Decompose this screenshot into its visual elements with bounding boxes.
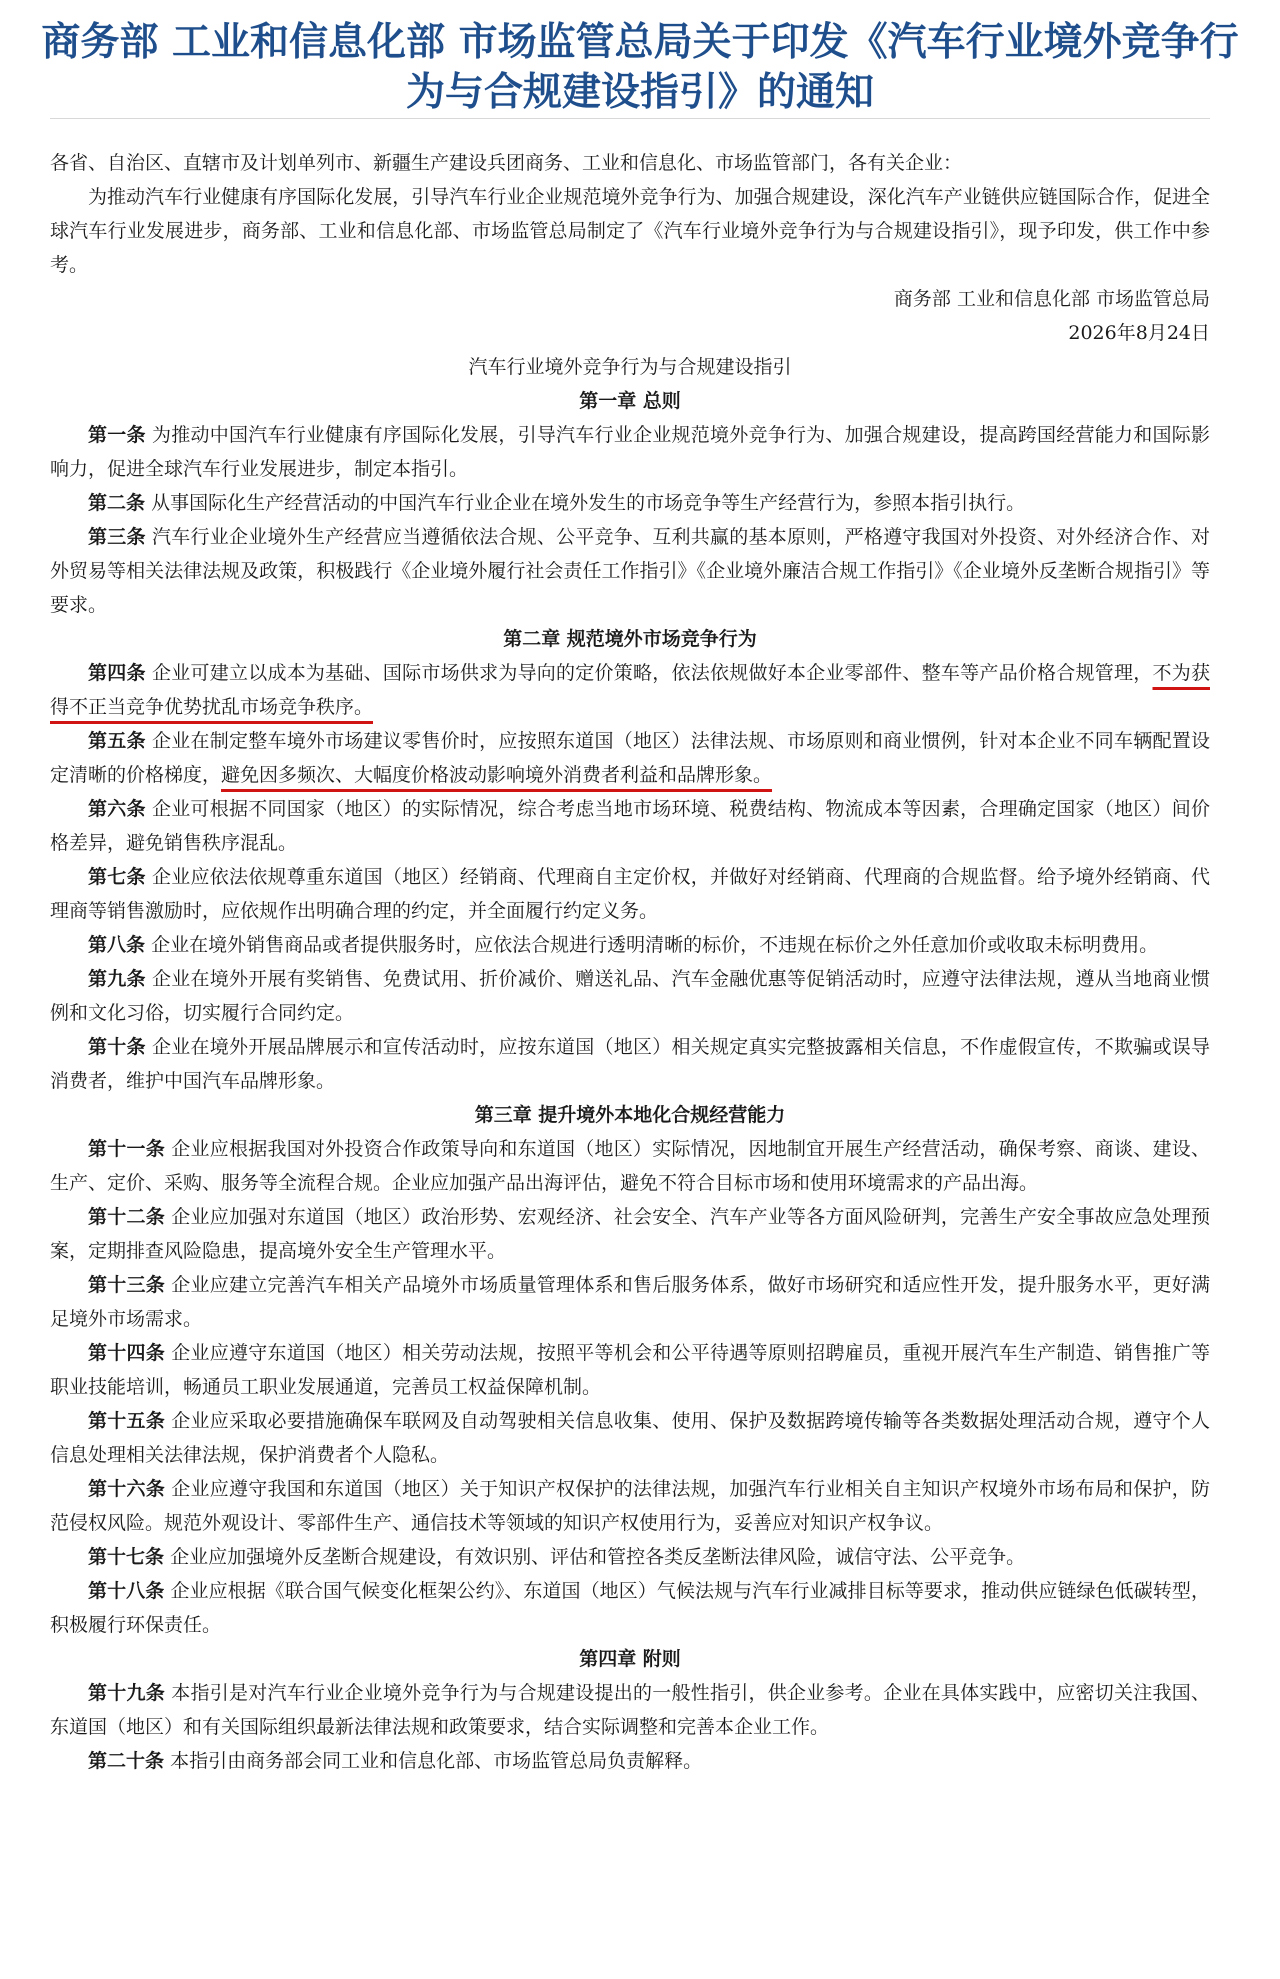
article-paragraph: [50, 656, 1210, 724]
article-number: 第四条: [88, 662, 146, 684]
article-text: 企业在境外销售商品或者提供服务时，应依法合规进行透明清晰的标价，不违规在标价之外任意加价或收取未标明费用。: [151, 934, 1159, 956]
article-number: 第十三条: [88, 1274, 165, 1296]
article-text: 从事国际化生产经营活动的中国汽车行业企业在境外发生的市场竞争等生产经营行为，参照本指引执行。: [151, 492, 1026, 514]
article-number: 第八条: [88, 934, 146, 956]
chapter-heading: 第一章 总则: [579, 390, 681, 412]
article-paragraph: [50, 860, 1210, 928]
article-paragraph: [50, 792, 1210, 860]
article-text: 企业应依法依规尊重东道国（地区）经销商、代理商自主定价权，并做好对经销商、代理商的合规监督。给予境外经销商、代理商等销售激励时，应依规作出明确合理的约定，并全面履行约定义务。: [50, 866, 1210, 922]
article-number: 第十一条: [88, 1138, 165, 1160]
article-text: 为推动中国汽车行业健康有序国际化发展，引导汽车行业企业规范境外竞争行为、加强合规建设，提高跨国经营能力和国际影响力，促进全球汽车行业发展进步，制定本指引。: [50, 424, 1210, 480]
article-paragraph: [50, 1030, 1210, 1098]
article-text: 企业应遵守我国和东道国（地区）关于知识产权保护的法律法规，加强汽车行业相关自主知识产权境外市场布局和保护，防范侵权风险。规范外观设计、零部件生产、通信技术等领域的知识产权使用行为，妥善应对知识产权争议。: [50, 1478, 1210, 1534]
article-number: 第十四条: [88, 1342, 165, 1364]
article-text: 企业应加强对东道国（地区）政治形势、宏观经济、社会安全、汽车产业等各方面风险研判，完善生产安全事故应急处理预案，定期排查风险隐患，提高境外安全生产管理水平。: [50, 1206, 1210, 1262]
article-text: 企业应根据我国对外投资合作政策导向和东道国（地区）实际情况，因地制宜开展生产经营活动，确保考察、商谈、建设、生产、定价、采购、服务等全流程合规。企业应加强产品出海评估，避免不符合目标市场和使用环境需求的产品出海。: [50, 1138, 1210, 1194]
article-text: 企业应建立完善汽车相关产品境外市场质量管理体系和售后服务体系，做好市场研究和适应性开发，提升服务水平，更好满足境外市场需求。: [50, 1274, 1210, 1330]
article-paragraph: [50, 520, 1210, 622]
article-paragraph: [50, 1336, 1210, 1404]
notice-body: [50, 146, 1210, 1778]
highlighted-text: 不为获得不正当竞争优势扰乱市场竞争秩序。: [50, 662, 1210, 718]
article-paragraph: [50, 962, 1210, 1030]
article-paragraph: [50, 486, 1210, 520]
chapter-heading: 第二章 规范境外市场竞争行为: [503, 628, 757, 650]
article-number: 第十条: [88, 1036, 146, 1058]
article-paragraph: [50, 1268, 1210, 1336]
article-paragraph: [50, 1200, 1210, 1268]
article-paragraph: [50, 1540, 1210, 1574]
highlighted-text: 避免因多频次、大幅度价格波动影响境外消费者利益和品牌形象。: [221, 764, 773, 786]
article-number: 第一条: [88, 424, 146, 446]
article-text: 企业应加强境外反垄断合规建设，有效识别、评估和管控各类反垄断法律风险，诚信守法、公平竞争。: [170, 1546, 1026, 1568]
article-number: 第九条: [88, 968, 146, 990]
article-text: 企业在制定整车境外市场建议零售价时，应按照东道国（地区）法律法规、市场原则和商业惯例，针对本企业不同车辆配置设定清晰的价格梯度，: [50, 730, 1210, 786]
article-paragraph: [50, 1676, 1210, 1744]
article-text: 企业应遵守东道国（地区）相关劳动法规，按照平等机会和公平待遇等原则招聘雇员，重视开展汽车生产制造、销售推广等职业技能培训，畅通员工职业发展通道，完善员工权益保障机制。: [50, 1342, 1210, 1398]
article-number: 第十八条: [88, 1580, 165, 1602]
article-number: 第十五条: [88, 1410, 165, 1432]
article-number: 第六条: [88, 798, 146, 820]
page-title: 商务部 工业和信息化部 市场监管总局关于印发《汽车行业境外竞争行为与合规建设指引》的通知: [41, 20, 1239, 115]
article-number: 第十二条: [88, 1206, 165, 1228]
article-number: 第三条: [88, 526, 146, 548]
article-paragraph: [50, 1404, 1210, 1472]
guideline-title: 汽车行业境外竞争行为与合规建设指引: [468, 356, 792, 378]
article-text: 汽车行业企业境外生产经营应当遵循依法合规、公平竞争、互利共赢的基本原则，严格遵守我国对外投资、对外经济合作、对外贸易等相关法律法规及政策，积极践行《企业境外履行社会责任工作指引》《企业境外廉洁合规工作指引》《企业境外反垄断合规指引》等要求。: [50, 526, 1210, 616]
article-number: 第十七条: [88, 1546, 165, 1568]
salutation: 各省、自治区、直辖市及计划单列市、新疆生产建设兵团商务、工业和信息化、市场监管部门，各有关企业：: [50, 152, 963, 174]
article-number: 第五条: [88, 730, 146, 752]
article-text: 企业在境外开展品牌展示和宣传活动时，应按东道国（地区）相关规定真实完整披露相关信息，不作虚假宣传，不欺骗或误导消费者，维护中国汽车品牌形象。: [50, 1036, 1210, 1092]
article-number: 第十六条: [88, 1478, 165, 1500]
title-divider: [50, 118, 1210, 119]
article-paragraph: [50, 724, 1210, 792]
article-text: 企业应采取必要措施确保车联网及自动驾驶相关信息收集、使用、保护及数据跨境传输等各类数据处理活动合规，遵守个人信息处理相关法律法规，保护消费者个人隐私。: [50, 1410, 1210, 1466]
article-paragraph: [50, 418, 1210, 486]
article-paragraph: [50, 928, 1210, 962]
article-text: 企业可建立以成本为基础、国际市场供求为导向的定价策略，依法依规做好本企业零部件、整车等产品价格合规管理，: [152, 662, 1153, 684]
article-number: 第七条: [88, 866, 146, 888]
guideline-chapters: [50, 384, 1210, 1778]
article-paragraph: [50, 1132, 1210, 1200]
article-text: 企业在境外开展有奖销售、免费试用、折价减价、赠送礼品、汽车金融优惠等促销活动时，应遵守法律法规，遵从当地商业惯例和文化习俗，切实履行合同约定。: [50, 968, 1210, 1024]
article-text: 企业应根据《联合国气候变化框架公约》、东道国（地区）气候法规与汽车行业减排目标等要求，推动供应链绿色低碳转型，积极履行环保责任。: [50, 1580, 1210, 1636]
article-paragraph: [50, 1744, 1210, 1778]
issuers-signature: 商务部 工业和信息化部 市场监管总局: [893, 288, 1210, 310]
article-text: 本指引由商务部会同工业和信息化部、市场监管总局负责解释。: [170, 1750, 703, 1772]
article-number: 第二条: [88, 492, 146, 514]
intro-paragraph: 为推动汽车行业健康有序国际化发展，引导汽车行业企业规范境外竞争行为、加强合规建设，深化汽车产业链供应链国际合作，促进全球汽车行业发展进步，商务部、工业和信息化部、市场监管总局制定了《汽车行业境外竞争行为与合规建设指引》，现予印发，供工作中参考。: [50, 186, 1210, 276]
issue-date: 2026年8月24日: [1068, 322, 1210, 344]
article-paragraph: [50, 1472, 1210, 1540]
article-number: 第十九条: [88, 1682, 165, 1704]
chapter-heading: 第四章 附则: [579, 1648, 681, 1670]
article-text: 企业可根据不同国家（地区）的实际情况，综合考虑当地市场环境、税费结构、物流成本等因素，合理确定国家（地区）间价格差异，避免销售秩序混乱。: [50, 798, 1210, 854]
chapter-heading: 第三章 提升境外本地化合规经营能力: [474, 1104, 786, 1126]
article-number: 第二十条: [88, 1750, 165, 1772]
article-paragraph: [50, 1574, 1210, 1642]
article-text: 本指引是对汽车行业企业境外竞争行为与合规建设提出的一般性指引，供企业参考。企业在具体实践中，应密切关注我国、东道国（地区）和有关国际组织最新法律法规和政策要求，结合实际调整和完善本企业工作。: [50, 1682, 1210, 1738]
